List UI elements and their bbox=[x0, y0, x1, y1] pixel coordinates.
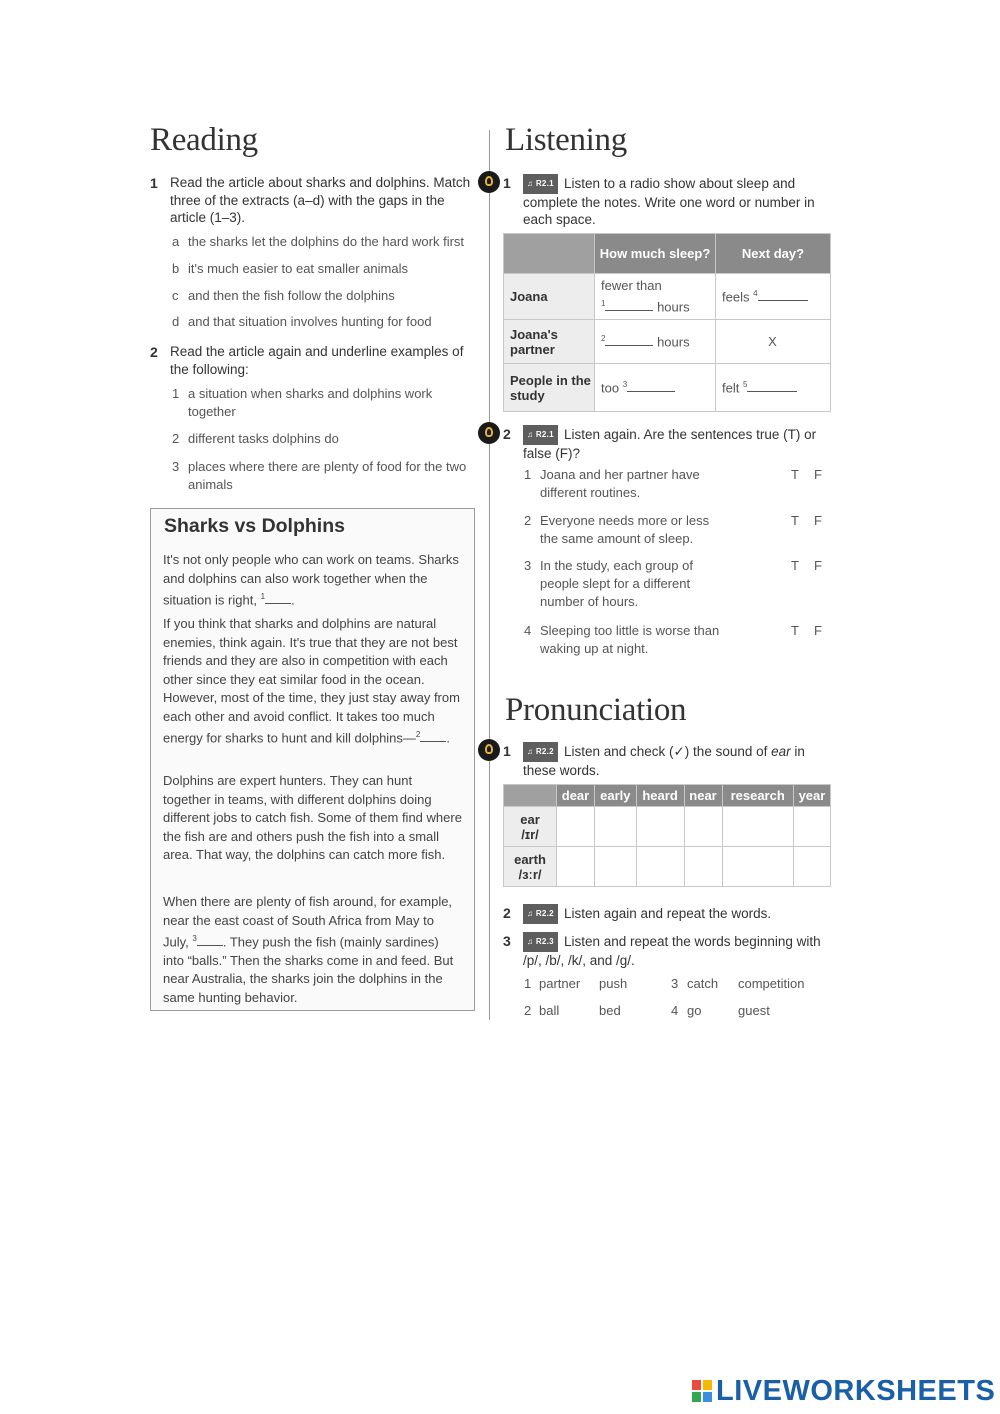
true-option[interactable]: T bbox=[791, 467, 799, 482]
false-option[interactable]: F bbox=[814, 513, 822, 528]
word: competition bbox=[738, 976, 805, 991]
word-number: 3 bbox=[671, 976, 679, 991]
word: go bbox=[687, 1003, 702, 1018]
listening-q1-number: 1 bbox=[503, 175, 511, 191]
gap-notes-5[interactable] bbox=[747, 391, 797, 392]
check-cell[interactable] bbox=[557, 807, 595, 847]
word: bed bbox=[599, 1003, 621, 1018]
gap-1[interactable] bbox=[265, 603, 291, 604]
gap-3[interactable] bbox=[197, 945, 223, 946]
gap-notes-1[interactable] bbox=[605, 310, 653, 311]
table-row: People in the study too $^3$ felt $^5$ bbox=[504, 364, 831, 412]
lightbulb-icon bbox=[478, 422, 500, 444]
check-cell[interactable] bbox=[722, 847, 793, 887]
reading-q1-instruction: Read the article about sharks and dolphins. Match three of the extracts (a–d) with the gaps in the article (1–3). bbox=[170, 175, 471, 225]
liveworksheets-logo-icon bbox=[692, 1380, 712, 1402]
liveworksheets-logo[interactable]: LIVEWORKSHEETS bbox=[716, 1375, 996, 1407]
article-box bbox=[150, 508, 475, 1011]
true-false-statement: 4 Sleeping too little is worse than waking up at night. bbox=[524, 623, 720, 656]
table-header: How much sleep? bbox=[595, 234, 716, 274]
audio-icon[interactable]: ♫ R2.3 bbox=[523, 932, 558, 952]
word: ball bbox=[539, 1003, 560, 1018]
article-title: Sharks vs Dolphins bbox=[164, 515, 345, 537]
check-cell[interactable] bbox=[595, 847, 637, 887]
listening-q2-number: 2 bbox=[503, 426, 511, 442]
listening-title: Listening bbox=[505, 122, 627, 158]
gap-2[interactable] bbox=[420, 741, 446, 742]
table-row: Joana's partner $^2$ hours X bbox=[504, 320, 831, 364]
audio-icon[interactable]: ♫ R2.2 bbox=[523, 742, 558, 762]
table-header: dear bbox=[557, 785, 595, 807]
lightbulb-icon bbox=[478, 171, 500, 193]
true-option[interactable]: T bbox=[791, 513, 799, 528]
false-option[interactable]: F bbox=[814, 623, 822, 638]
false-option[interactable]: F bbox=[814, 467, 822, 482]
check-cell[interactable] bbox=[793, 807, 830, 847]
table-header-empty bbox=[504, 785, 557, 807]
true-false-statement: 2 Everyone needs more or less the same amount of sleep. bbox=[524, 513, 710, 546]
true-false-statement: 1 Joana and her partner have different routines. bbox=[524, 467, 700, 500]
lightbulb-icon bbox=[478, 739, 500, 761]
check-cell[interactable] bbox=[636, 847, 684, 887]
word-number: 2 bbox=[524, 1003, 532, 1018]
pronunciation-title: Pronunciation bbox=[505, 692, 687, 728]
table-header: early bbox=[595, 785, 637, 807]
reading-q2-instruction: Read the article again and underline examples of the following: bbox=[170, 344, 464, 377]
pronunciation-q1-number: 1 bbox=[503, 743, 511, 759]
table-header: research bbox=[722, 785, 793, 807]
example-item: 1 a situation when sharks and dolphins work together bbox=[172, 386, 433, 419]
gap-notes-4[interactable] bbox=[758, 300, 808, 301]
reading-title: Reading bbox=[150, 122, 258, 158]
table-header-empty bbox=[504, 234, 595, 274]
reading-q1-number: 1 bbox=[150, 175, 158, 191]
pronunciation-table bbox=[503, 784, 831, 887]
listening-q1-instruction: ♫ R2.1 Listen to a radio show about sleep and complete the notes. Write one word or number in each space. bbox=[523, 176, 815, 227]
extract-item: d and that situation involves hunting for food bbox=[172, 314, 432, 329]
pronunciation-q3-instruction: ♫ R2.3 Listen and repeat the words beginning with /p/, /b/, /k/, and /g/. bbox=[523, 934, 821, 968]
true-option[interactable]: T bbox=[791, 558, 799, 573]
check-cell[interactable] bbox=[793, 847, 830, 887]
table-row: earth /ɜːr/ bbox=[504, 847, 831, 887]
example-item: 2 different tasks dolphins do bbox=[172, 431, 339, 446]
extract-item: a the sharks let the dolphins do the hard work first bbox=[172, 234, 465, 249]
audio-icon[interactable]: ♫ R2.2 bbox=[523, 904, 558, 924]
check-cell[interactable] bbox=[595, 807, 637, 847]
word: partner bbox=[539, 976, 581, 991]
table-header: year bbox=[793, 785, 830, 807]
table-header: near bbox=[684, 785, 722, 807]
false-option[interactable]: F bbox=[814, 558, 822, 573]
audio-icon[interactable]: ♫ R2.1 bbox=[523, 425, 558, 445]
check-cell[interactable] bbox=[684, 847, 722, 887]
word-number: 1 bbox=[524, 976, 532, 991]
check-cell[interactable] bbox=[722, 807, 793, 847]
check-cell[interactable] bbox=[557, 847, 595, 887]
audio-icon[interactable]: ♫ R2.1 bbox=[523, 174, 558, 194]
sleep-notes-table bbox=[503, 233, 831, 412]
check-cell[interactable] bbox=[684, 807, 722, 847]
example-item: 3 places where there are plenty of food for the two animals bbox=[172, 459, 467, 492]
listening-q2-instruction: ♫ R2.1 Listen again. Are the sentences true (T) or false (F)? bbox=[523, 427, 817, 461]
word: push bbox=[599, 976, 628, 991]
gap-notes-3[interactable] bbox=[627, 391, 675, 392]
article-paragraph: Dolphins are expert hunters. They can hunt together in teams, with different dolphins doing different jobs to catch fish. Some of them find where the fish are and others push the fish into a small area. That way, the dolphins can catch more fish. bbox=[163, 773, 462, 862]
true-false-statement: 3 In the study, each group of people slept for a different number of hours. bbox=[524, 558, 693, 609]
extract-item: c and then the fish follow the dolphins bbox=[172, 288, 395, 303]
table-header: Next day? bbox=[716, 234, 831, 274]
article-paragraph: It's not only people who can work on teams. Sharks and dolphins can also work together when the situation is right, $^1$ . bbox=[163, 552, 459, 608]
article-paragraph: When there are plenty of fish around, for example, near the east coast of South Africa from May to July, $^3$ . They push the fish (mainly sardines) into “balls.” Then the sharks come in and feed. But near Australia, the sharks join the dolphins in the same hunting behavior. bbox=[163, 894, 454, 1005]
article-paragraph: If you think that sharks and dolphins are natural enemies, think again. It's true that they are not best friends and they are also in competition with each other since they eat similar food in the ocean. However, most of the time, they just stay away from each other and avoid conflict. It takes too much energy for sharks to hunt and kill dolphins—$^2$ . bbox=[163, 616, 460, 746]
pronunciation-q2-instruction: ♫ R2.2 Listen again and repeat the words. bbox=[523, 904, 828, 924]
table-row: Joana fewer than $^1$ hours feels $^4$ bbox=[504, 274, 831, 320]
check-cell[interactable] bbox=[636, 807, 684, 847]
table-header: heard bbox=[636, 785, 684, 807]
column-divider bbox=[489, 130, 490, 1020]
extract-item: b it's much easier to eat smaller animals bbox=[172, 261, 408, 276]
table-row: ear /ɪr/ bbox=[504, 807, 831, 847]
pronunciation-q2-number: 2 bbox=[503, 905, 511, 921]
pronunciation-q1-instruction: ♫ R2.2 Listen and check (✓) the sound of ear in these words. bbox=[523, 744, 805, 778]
word: guest bbox=[738, 1003, 770, 1018]
pronunciation-q3-number: 3 bbox=[503, 933, 511, 949]
word-number: 4 bbox=[671, 1003, 679, 1018]
word: catch bbox=[687, 976, 719, 991]
gap-notes-2[interactable] bbox=[605, 345, 653, 346]
true-option[interactable]: T bbox=[791, 623, 799, 638]
reading-q2-number: 2 bbox=[150, 344, 158, 360]
